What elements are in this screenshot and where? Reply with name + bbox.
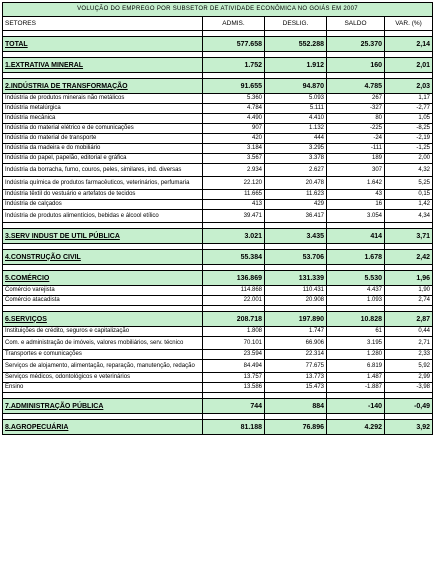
- admissions-cell: 13.586: [203, 383, 265, 393]
- balance-cell: 4.437: [327, 286, 385, 296]
- variation-cell: 2,01: [385, 58, 433, 73]
- balance-cell: 5.530: [327, 271, 385, 286]
- admissions-cell: 744: [203, 399, 265, 414]
- dismissals-cell: 884: [265, 399, 327, 414]
- balance-cell: 6.819: [327, 360, 385, 373]
- dismissals-cell: 3.435: [265, 229, 327, 244]
- sector-row: [3, 37, 433, 52]
- variation-cell: 3,92: [385, 420, 433, 435]
- dismissals-cell: 429: [265, 200, 327, 210]
- dismissals-cell: 66.906: [265, 337, 327, 350]
- sector-name-cell: 6.SERVIÇOS: [3, 312, 203, 327]
- dismissals-cell: 1.132: [265, 124, 327, 134]
- admissions-cell: 114.868: [203, 286, 265, 296]
- sector-name-cell: SETORES: [3, 17, 203, 31]
- balance-cell: 160: [327, 58, 385, 73]
- sector-name-cell: Indústria têxtil do vestuário e artefatos de tecidos: [3, 190, 203, 200]
- sector-row: [3, 229, 433, 244]
- admissions-cell: 23.594: [203, 350, 265, 360]
- sector-row: [3, 271, 433, 286]
- balance-cell: 61: [327, 327, 385, 337]
- admissions-cell: 81.188: [203, 420, 265, 435]
- dismissals-cell: 5.093: [265, 94, 327, 104]
- sector-name-cell: Indústria do material elétrico e de comunicações: [3, 124, 203, 134]
- admissions-cell: 4.490: [203, 114, 265, 124]
- admissions-cell: 91.655: [203, 79, 265, 94]
- balance-cell: 16: [327, 200, 385, 210]
- balance-cell: -1.887: [327, 383, 385, 393]
- admissions-cell: 208.718: [203, 312, 265, 327]
- table-row: [3, 114, 433, 124]
- sector-name-cell: Indústria do papel, papelão, editorial e gráfica: [3, 154, 203, 164]
- variation-cell: 2,74: [385, 296, 433, 306]
- sector-name-cell: Indústria de produtos minerais não metálicos: [3, 94, 203, 104]
- balance-cell: 3.195: [327, 337, 385, 350]
- employment-table: [2, 2, 433, 435]
- admissions-cell: 70.101: [203, 337, 265, 350]
- sector-row: [3, 250, 433, 265]
- variation-cell: -2,77: [385, 104, 433, 114]
- balance-cell: 3.054: [327, 210, 385, 223]
- dismissals-cell: 1.747: [265, 327, 327, 337]
- admissions-cell: 1.808: [203, 327, 265, 337]
- dismissals-cell: 444: [265, 134, 327, 144]
- table-row: [3, 373, 433, 383]
- sector-name-cell: Com. e administração de imóveis, valores mobiliários, serv. técnico: [3, 337, 203, 350]
- admissions-cell: 413: [203, 200, 265, 210]
- variation-cell: 1,17: [385, 94, 433, 104]
- sector-name-cell: Transportes e comunicações: [3, 350, 203, 360]
- balance-cell: 10.828: [327, 312, 385, 327]
- variation-cell: 0,44: [385, 327, 433, 337]
- dismissals-cell: 3.378: [265, 154, 327, 164]
- table-row: [3, 124, 433, 134]
- document-page: [2, 2, 432, 557]
- admissions-cell: 420: [203, 134, 265, 144]
- admissions-cell: 22.001: [203, 296, 265, 306]
- dismissals-cell: 20.478: [265, 177, 327, 190]
- balance-cell: -111: [327, 144, 385, 154]
- balance-cell: 25.370: [327, 37, 385, 52]
- table-row: [3, 177, 433, 190]
- sector-name-cell: Indústria metalúrgica: [3, 104, 203, 114]
- dismissals-cell: 3.295: [265, 144, 327, 154]
- sector-name-cell: Serviços de alojamento, alimentação, reparação, manutenção, redação: [3, 360, 203, 373]
- dismissals-cell: 2.627: [265, 164, 327, 177]
- balance-cell: -24: [327, 134, 385, 144]
- dismissals-cell: 94.870: [265, 79, 327, 94]
- balance-cell: 4.785: [327, 79, 385, 94]
- sector-row: [3, 312, 433, 327]
- variation-cell: -8,25: [385, 124, 433, 134]
- table-row: [3, 296, 433, 306]
- dismissals-cell: 22.314: [265, 350, 327, 360]
- admissions-cell: 11.665: [203, 190, 265, 200]
- sector-name-cell: Ensino: [3, 383, 203, 393]
- balance-cell: -140: [327, 399, 385, 414]
- table-row: [3, 200, 433, 210]
- table-title: VOLUÇÃO DO EMPREGO POR SUBSETOR DE ATIVIDADE ECONÔMICA NO GOIÁS EM 2007: [3, 3, 433, 17]
- variation-cell: 2,03: [385, 79, 433, 94]
- variation-cell: 0,15: [385, 190, 433, 200]
- variation-cell: -3,98: [385, 383, 433, 393]
- variation-cell: 1,90: [385, 286, 433, 296]
- variation-cell: -0,49: [385, 399, 433, 414]
- admissions-cell: 22.120: [203, 177, 265, 190]
- balance-cell: 1.487: [327, 373, 385, 383]
- dismissals-cell: 110.431: [265, 286, 327, 296]
- admissions-cell: 907: [203, 124, 265, 134]
- header-row: [3, 17, 433, 31]
- sector-name-cell: Indústria de produtos alimentícios, bebidas e álcool etílico: [3, 210, 203, 223]
- sector-name-cell: 2.INDÚSTRIA DE TRANSFORMAÇÃO: [3, 79, 203, 94]
- balance-cell: 267: [327, 94, 385, 104]
- admissions-cell: ADMIS.: [203, 17, 265, 31]
- admissions-cell: 55.384: [203, 250, 265, 265]
- dismissals-cell: 4.410: [265, 114, 327, 124]
- balance-cell: 1.093: [327, 296, 385, 306]
- table-row: [3, 210, 433, 223]
- balance-cell: 189: [327, 154, 385, 164]
- sector-name-cell: TOTAL: [3, 37, 203, 52]
- table-row: [3, 134, 433, 144]
- variation-cell: -2,19: [385, 134, 433, 144]
- dismissals-cell: 552.288: [265, 37, 327, 52]
- variation-cell: 1,96: [385, 271, 433, 286]
- sector-name-cell: Indústria de calçados: [3, 200, 203, 210]
- sector-name-cell: Instituições de crédito, seguros e capitalização: [3, 327, 203, 337]
- sector-row: [3, 58, 433, 73]
- dismissals-cell: 15.473: [265, 383, 327, 393]
- variation-cell: 2,14: [385, 37, 433, 52]
- variation-cell: -1,25: [385, 144, 433, 154]
- sector-name-cell: 7.ADMINISTRAÇÃO PÚBLICA: [3, 399, 203, 414]
- admissions-cell: 3.184: [203, 144, 265, 154]
- table-row: [3, 190, 433, 200]
- dismissals-cell: 76.896: [265, 420, 327, 435]
- variation-cell: 4,34: [385, 210, 433, 223]
- dismissals-cell: DESLIG.: [265, 17, 327, 31]
- sector-name-cell: Indústria mecânica: [3, 114, 203, 124]
- variation-cell: 2,99: [385, 373, 433, 383]
- table-row: [3, 350, 433, 360]
- sector-name-cell: Serviços médicos, odontológicos e veterinários: [3, 373, 203, 383]
- admissions-cell: 3.567: [203, 154, 265, 164]
- admissions-cell: 84.494: [203, 360, 265, 373]
- balance-cell: 1.642: [327, 177, 385, 190]
- table-row: [3, 154, 433, 164]
- sector-name-cell: Comércio atacadista: [3, 296, 203, 306]
- balance-cell: 1.678: [327, 250, 385, 265]
- dismissals-cell: 53.706: [265, 250, 327, 265]
- sector-name-cell: Indústria da borracha, fumo, couros, peles, similares, ind. diversas: [3, 164, 203, 177]
- table-row: [3, 144, 433, 154]
- sector-name-cell: Indústria do material de transporte: [3, 134, 203, 144]
- balance-cell: -327: [327, 104, 385, 114]
- table-row: [3, 337, 433, 350]
- sector-row: [3, 420, 433, 435]
- variation-cell: 2,42: [385, 250, 433, 265]
- table-row: [3, 164, 433, 177]
- table-row: [3, 327, 433, 337]
- variation-cell: VAR. (%): [385, 17, 433, 31]
- balance-cell: SALDO: [327, 17, 385, 31]
- admissions-cell: 39.471: [203, 210, 265, 223]
- sector-name-cell: 5.COMÉRCIO: [3, 271, 203, 286]
- admissions-cell: 1.752: [203, 58, 265, 73]
- sector-name-cell: 1.EXTRATIVA MINERAL: [3, 58, 203, 73]
- variation-cell: 5,25: [385, 177, 433, 190]
- admissions-cell: 4.784: [203, 104, 265, 114]
- sector-name-cell: 3.SERV INDUST DE UTIL PÚBLICA: [3, 229, 203, 244]
- admissions-cell: 2.934: [203, 164, 265, 177]
- balance-cell: 307: [327, 164, 385, 177]
- dismissals-cell: 5.111: [265, 104, 327, 114]
- admissions-cell: 5.360: [203, 94, 265, 104]
- sector-row: [3, 79, 433, 94]
- sector-name-cell: Indústria química de produtos farmacêuticos, veterinários, perfumaria: [3, 177, 203, 190]
- admissions-cell: 13.757: [203, 373, 265, 383]
- variation-cell: 5,92: [385, 360, 433, 373]
- admissions-cell: 577.658: [203, 37, 265, 52]
- variation-cell: 1,42: [385, 200, 433, 210]
- balance-cell: 4.292: [327, 420, 385, 435]
- sector-name-cell: Comércio varejista: [3, 286, 203, 296]
- dismissals-cell: 77.675: [265, 360, 327, 373]
- dismissals-cell: 197.890: [265, 312, 327, 327]
- sector-name-cell: 4.CONSTRUÇÃO CIVIL: [3, 250, 203, 265]
- dismissals-cell: 13.773: [265, 373, 327, 383]
- variation-cell: 2,00: [385, 154, 433, 164]
- variation-cell: 2,71: [385, 337, 433, 350]
- table-row: [3, 104, 433, 114]
- balance-cell: 414: [327, 229, 385, 244]
- table-title-row: [3, 3, 433, 17]
- sector-name-cell: Indústria da madeira e do mobiliário: [3, 144, 203, 154]
- table-row: [3, 360, 433, 373]
- table-row: [3, 94, 433, 104]
- variation-cell: 2,87: [385, 312, 433, 327]
- balance-cell: -225: [327, 124, 385, 134]
- balance-cell: 43: [327, 190, 385, 200]
- admissions-cell: 3.021: [203, 229, 265, 244]
- dismissals-cell: 11.623: [265, 190, 327, 200]
- sector-row: [3, 399, 433, 414]
- dismissals-cell: 1.912: [265, 58, 327, 73]
- dismissals-cell: 20.908: [265, 296, 327, 306]
- table-row: [3, 286, 433, 296]
- dismissals-cell: 131.339: [265, 271, 327, 286]
- balance-cell: 1.280: [327, 350, 385, 360]
- table-row: [3, 383, 433, 393]
- variation-cell: 2,33: [385, 350, 433, 360]
- admissions-cell: 136.869: [203, 271, 265, 286]
- variation-cell: 4,32: [385, 164, 433, 177]
- dismissals-cell: 36.417: [265, 210, 327, 223]
- variation-cell: 3,71: [385, 229, 433, 244]
- balance-cell: 80: [327, 114, 385, 124]
- variation-cell: 1,05: [385, 114, 433, 124]
- sector-name-cell: 8.AGROPECUÁRIA: [3, 420, 203, 435]
